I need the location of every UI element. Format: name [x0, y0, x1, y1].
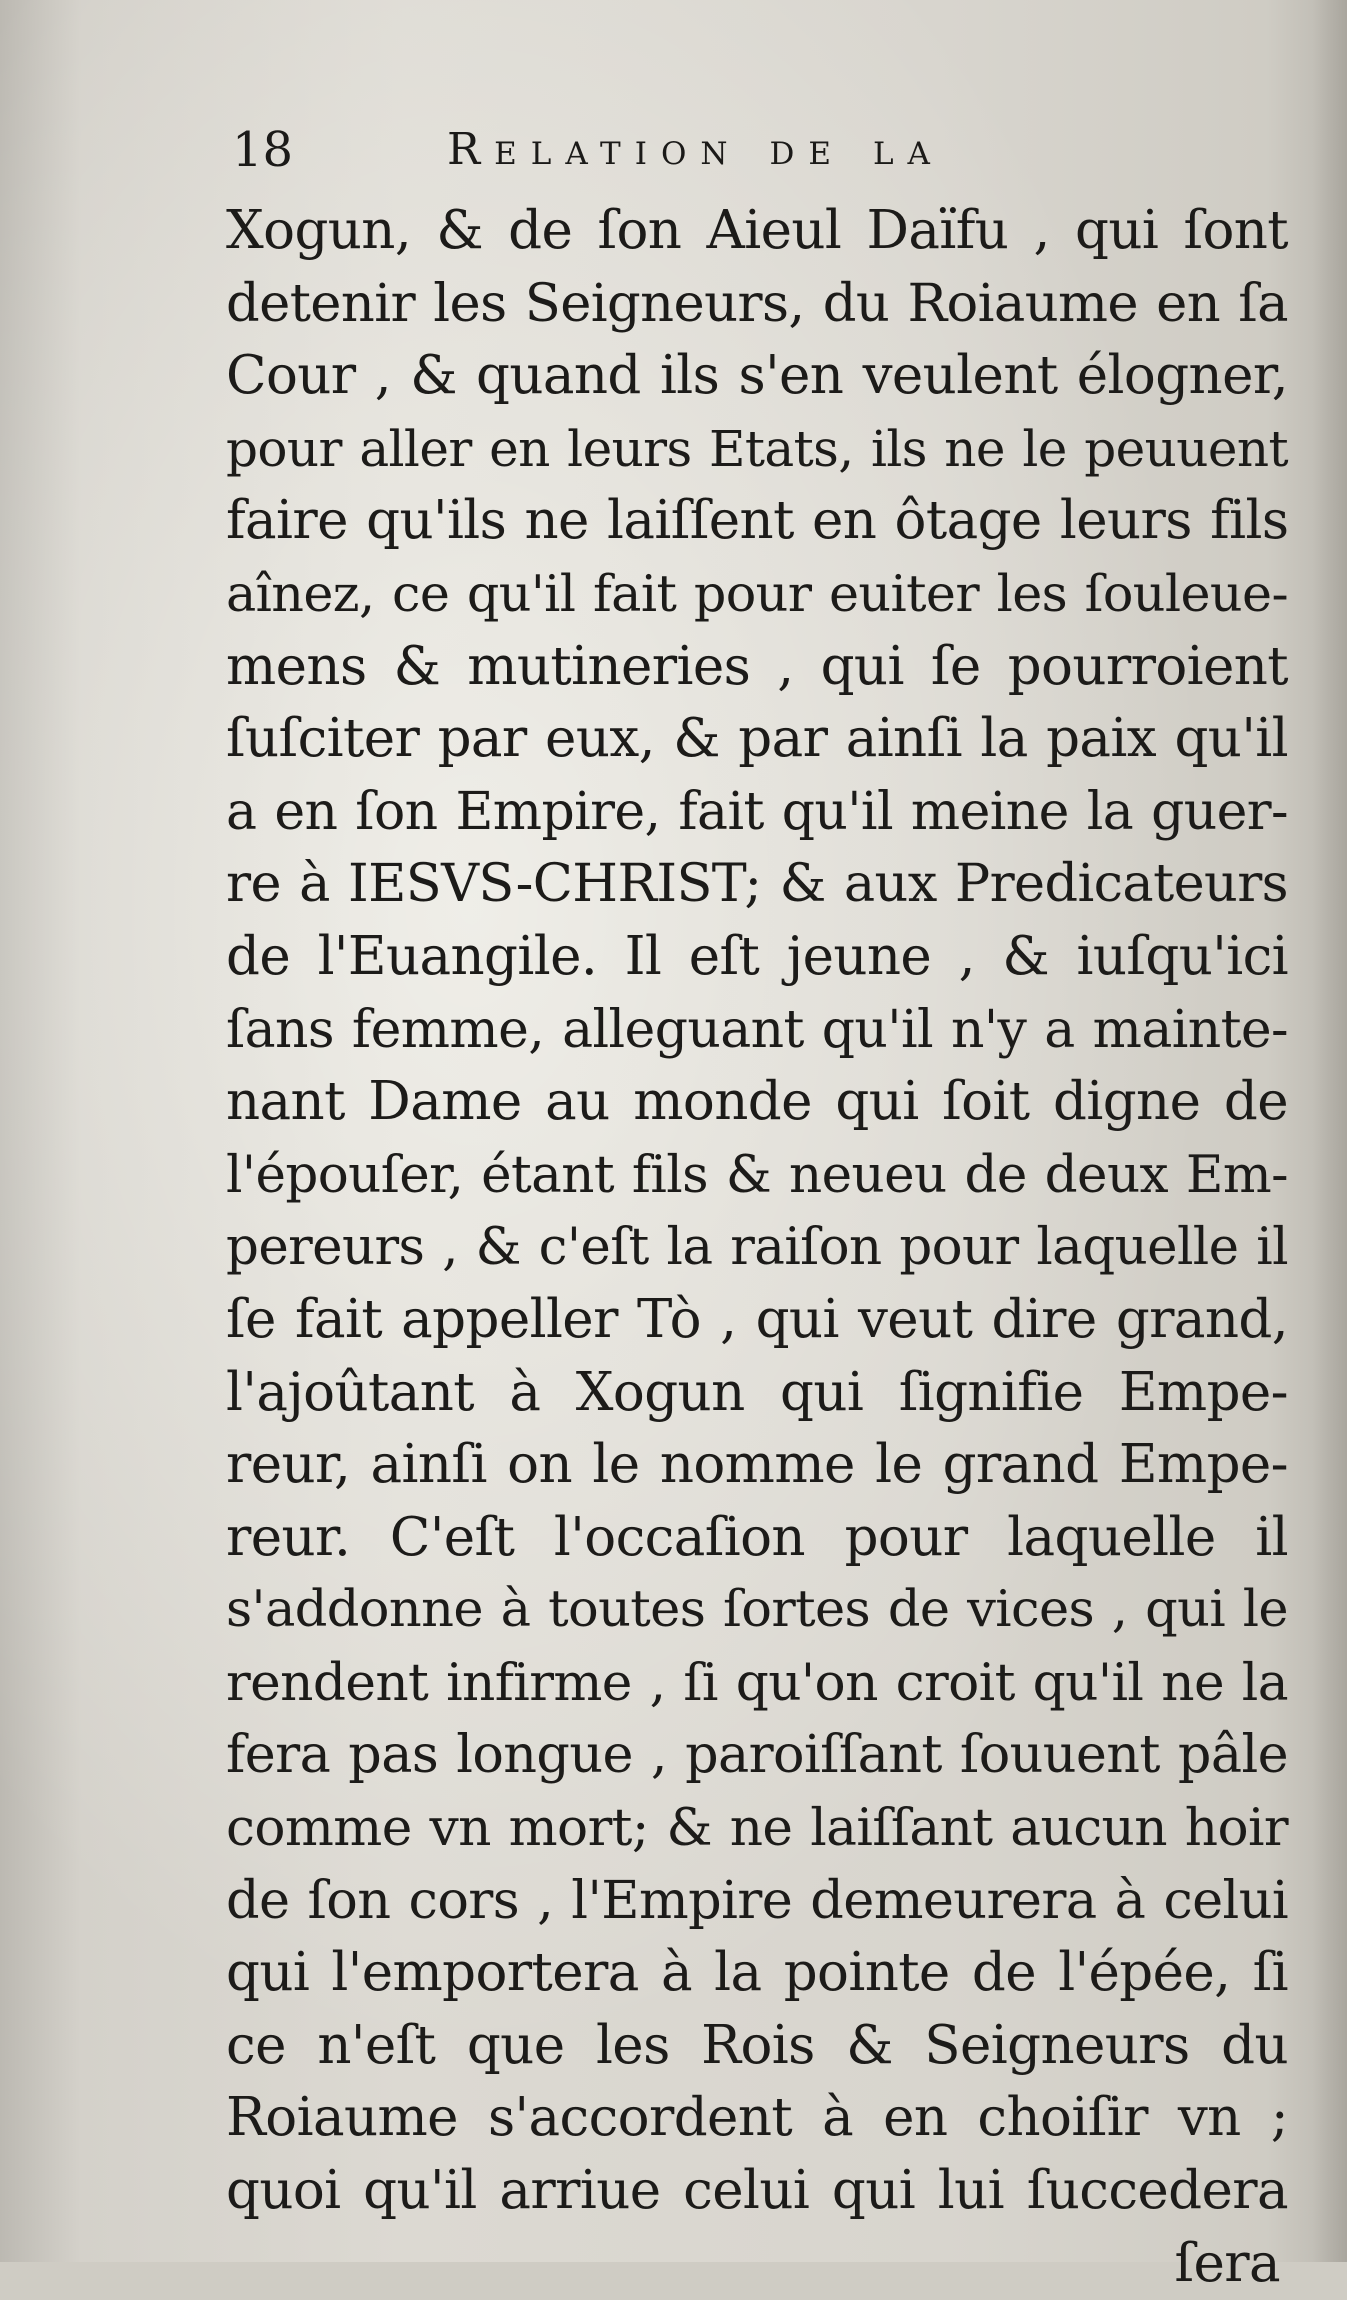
text-line: fera pas longue , paroiſſant ſouuent pâle [226, 1724, 1288, 1786]
text-line: Cour , & quand ils s'en veulent élogner, [226, 345, 1288, 407]
body-text [226, 195, 1288, 2300]
text-line: re à IESVS-CHRIST; & aux Predicateurs [226, 853, 1288, 915]
text-line: a en ſon Empire, fait qu'il meine la guer- [226, 781, 1288, 842]
text-line: de ſon cors , l'Empire demeurera à celui [226, 1869, 1289, 1931]
text-line: ſuſciter par eux, & par ainſi la paix qu'il [226, 708, 1288, 770]
text-line: pour aller en leurs Etats, ils ne le peuuent [226, 419, 1288, 478]
text-line: comme vn mort; & ne laiſſant aucun hoir [226, 1798, 1288, 1859]
text-line: de l'Euangile. Il eſt jeune , & iuſqu'ici [226, 925, 1288, 987]
text-line: nant Dame au monde qui ſoit digne de [226, 1071, 1288, 1133]
text-line: ſe fait appeller Tò , qui veut dire grand, [226, 1288, 1288, 1350]
text-line: detenir les Seigneurs, du Roiaume en ſa [226, 272, 1288, 334]
page-number: 18 [232, 122, 294, 178]
text-line: rendent infirme , ſi qu'on croit qu'il ne la [226, 1652, 1288, 1713]
page-edge-shadow [1313, 0, 1347, 2262]
text-line: l'épouſer, étant fils & neueu de deux Em- [226, 1144, 1288, 1205]
catchword: ſera [1174, 2232, 1280, 2294]
text-line: pereurs , & c'eſt la raiſon pour laquelle il [226, 1217, 1288, 1278]
text-line: ce n'eſt que les Rois & Seigneurs du [226, 2014, 1288, 2076]
text-line: mens & mutineries , qui ſe pourroient [226, 635, 1288, 697]
text-line: quoi qu'il arriue celui qui lui ſuccedera [226, 2160, 1288, 2222]
running-title: Relation de la [447, 124, 944, 175]
text-line: s'addonne à toutes ſortes de vices , qui le [226, 1580, 1288, 1640]
text-line: reur, ainſi on le nomme le grand Empe- [226, 1434, 1288, 1496]
text-line: aînez, ce qu'il fait pour euiter les ſouleue- [226, 563, 1288, 623]
text-line: faire qu'ils ne laiſſent en ôtage leurs fils [226, 490, 1289, 552]
page-header [232, 118, 1282, 188]
text-line: Xogun, & de ſon Aieul Daïfu , qui ſont [226, 200, 1288, 261]
text-line: l'ajoûtant à Xogun qui ſignifie Empe- [226, 1361, 1288, 1423]
text-line: qui l'emportera à la pointe de l'épée, ſi [226, 1942, 1288, 2004]
text-line: Roiaume s'accordent à en choiſir vn ; [226, 2087, 1288, 2149]
text-line: ſans femme, alleguant qu'il n'y a mainte- [226, 999, 1288, 1060]
text-line: reur. C'eſt l'occaſion pour laquelle il [226, 1506, 1288, 1568]
